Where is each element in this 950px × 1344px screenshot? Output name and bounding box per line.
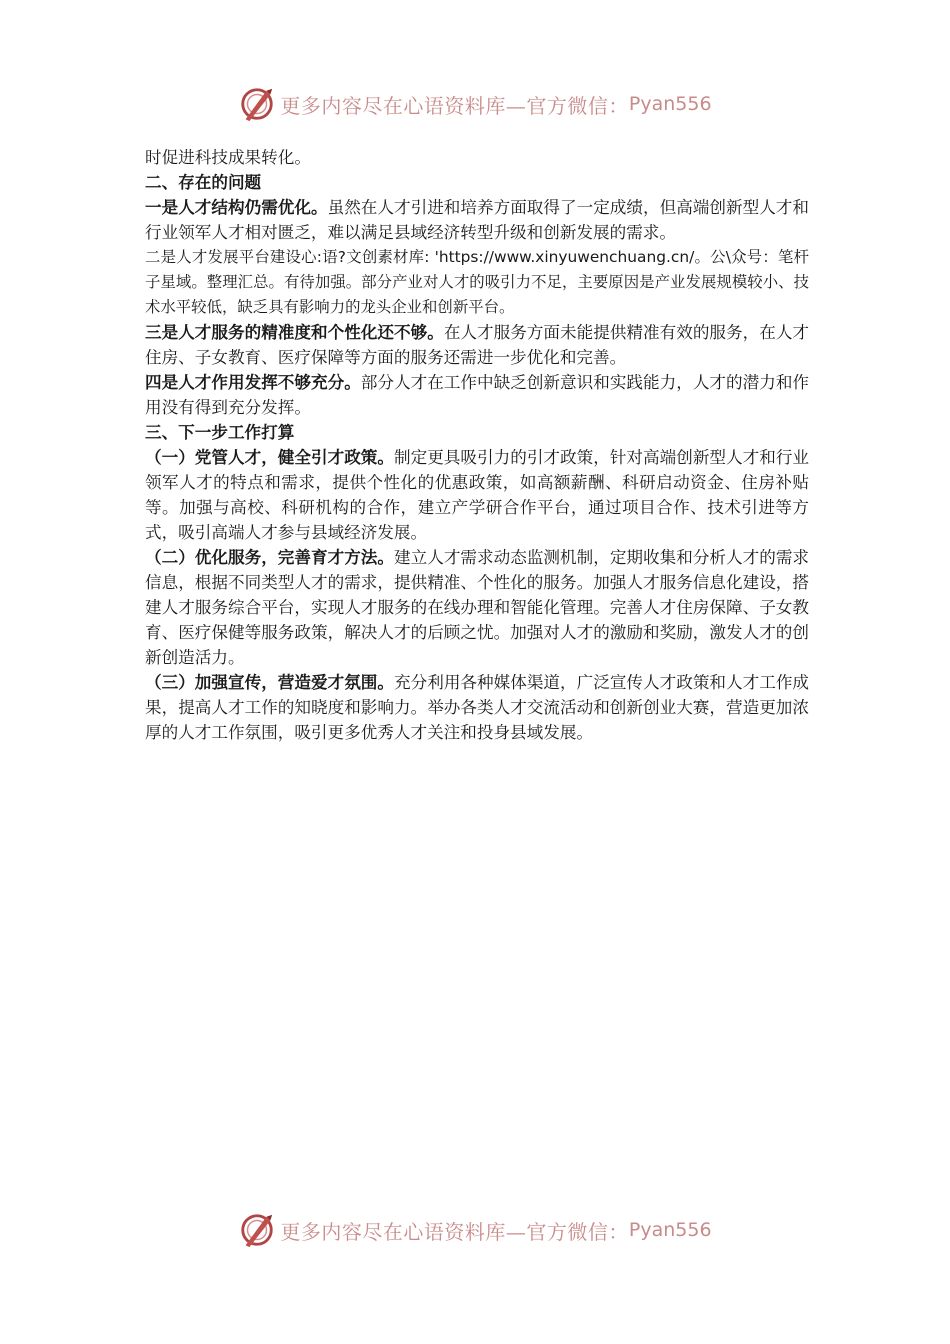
section-heading-plans: 三、下一步工作打算 [145, 423, 295, 442]
line-continuation: 时促进科技成果转化。 [145, 148, 311, 167]
pen-nib-logo-icon [238, 1211, 276, 1249]
header-banner [0, 82, 950, 126]
section-heading-problems: 二、存在的问题 [145, 173, 262, 192]
problem-paragraph [145, 370, 809, 420]
plan-paragraph [145, 545, 809, 670]
plan-body: 制定更具吸引力的引才政策，针对高端创新型人才和行业领军人才的特点和需求，提供个性化的优惠政策，如高额薪酬、科研启动资金、住房补贴等。加强与高校、科研机构的合作，建立产学研合作平台，通过项目合作、技术引进等方式，吸引高端人才参与县域经济发展。 [145, 448, 810, 542]
banner-text: 更多内容尽在心语资料库—官方微信： [280, 93, 629, 118]
banner-wechat-id: Pyan556 [628, 1219, 712, 1241]
plan-lead: （三）加强宣传，营造爱才氛围。 [145, 673, 395, 692]
banner-text: 更多内容尽在心语资料库—官方微信： [280, 1219, 629, 1244]
problem-lead: 四是人才作用发挥不够充分。 [145, 373, 361, 392]
plan-paragraph [145, 670, 809, 745]
problem-body: 虽然在人才引进和培养方面取得了一定成绩，但高端创新型人才和行业领军人才相对匮乏，难以满足县域经济转型升级和创新发展的需求。 [145, 198, 810, 242]
problem-lead: 一是人才结构仍需优化。 [145, 198, 328, 217]
plan-lead: （一）党管人才，健全引才政策。 [145, 448, 395, 467]
problem-lead: 三是人才服务的精准度和个性化还不够。 [145, 323, 444, 342]
document-body [145, 145, 809, 745]
problem-body: 部分人才在工作中缺乏创新意识和实践能力，人才的潜力和作用没有得到充分发挥。 [145, 373, 810, 417]
problem-paragraph [145, 320, 809, 370]
plan-body: 建立人才需求动态监测机制，定期收集和分析人才的需求信息，根据不同类型人才的需求，提供精准、个性化的服务。加强人才服务信息化建设，搭建人才服务综合平台，实现人才服务的在线办理和智能化管理。完善人才住房保障、子女教育、医疗保健等服务政策，解决人才的后顾之忧。加强对人才的激励和奖励，激发人才的创新创造活力。 [145, 548, 810, 667]
pen-nib-logo-icon [238, 85, 276, 123]
plan-paragraph [145, 445, 809, 545]
banner-wechat-id: Pyan556 [628, 93, 712, 115]
plan-body: 充分利用各种媒体渠道，广泛宣传人才政策和人才工作成果，提高人才工作的知晓度和影响力。举办各类人才交流活动和创新创业大赛，营造更加浓厚的人才工作氛围，吸引更多优秀人才关注和投身县域发展。 [145, 673, 810, 742]
problem-paragraph [145, 195, 809, 245]
problem-paragraph: 二是人才发展平台建设心:语?文创素材库: 'https://www.xinyuwenchuang.cn/。公\众号：笔杆子星域。整理汇总。有待加强。部分产业对人才的吸引力不足，主要原因是产业发展规模较小、技术水平较低，缺乏具有影响力的龙头企业和创新平台。 [145, 248, 809, 316]
problem-body: 在人才服务方面未能提供精准有效的服务，在人才住房、子女教育、医疗保障等方面的服务还需进一步优化和完善。 [145, 323, 810, 367]
footer-banner [0, 1208, 950, 1252]
plan-lead: （二）优化服务，完善育才方法。 [145, 548, 395, 567]
